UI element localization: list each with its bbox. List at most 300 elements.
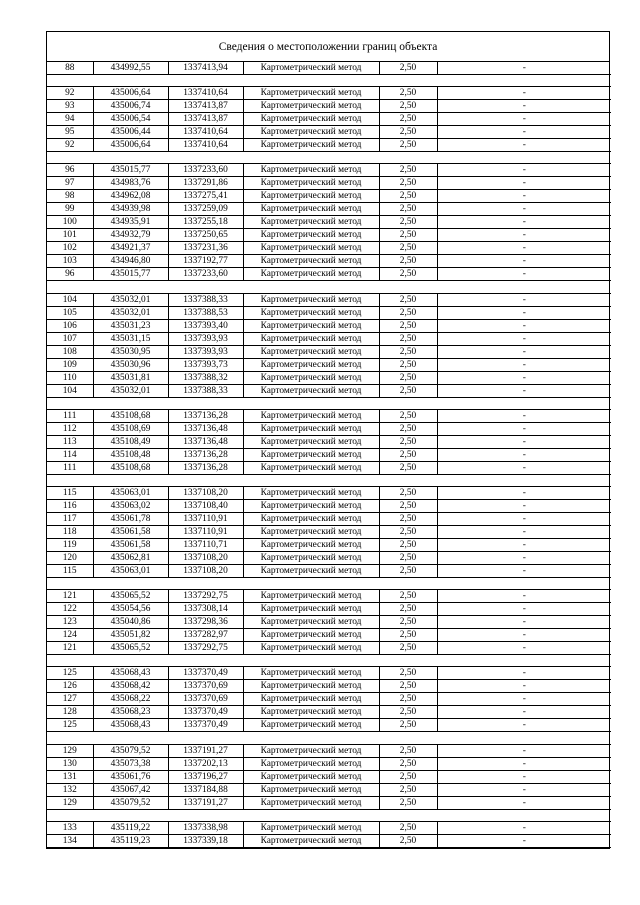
y-coordinate-cell: 1337339,18	[168, 834, 243, 847]
table-row	[47, 680, 611, 693]
table-row	[47, 113, 611, 126]
table-row	[47, 512, 611, 525]
description-cell: -	[437, 216, 611, 229]
description-cell: -	[437, 551, 611, 564]
method-cell: Картометрический метод	[243, 293, 379, 306]
accuracy-cell: 2,50	[379, 719, 437, 732]
x-coordinate-cell: 435051,82	[93, 629, 168, 642]
y-coordinate-cell: 1337184,88	[168, 783, 243, 796]
method-cell: Картометрический метод	[243, 164, 379, 177]
separator-cell	[47, 75, 611, 87]
method-cell: Картометрический метод	[243, 332, 379, 345]
point-number-cell: 131	[47, 770, 93, 783]
accuracy-cell: 2,50	[379, 590, 437, 603]
y-coordinate-cell: 1337410,64	[168, 139, 243, 152]
accuracy-cell: 2,50	[379, 293, 437, 306]
y-coordinate-cell: 1337233,60	[168, 164, 243, 177]
table-row	[47, 242, 611, 255]
method-cell: Картометрический метод	[243, 719, 379, 732]
x-coordinate-cell: 435063,01	[93, 486, 168, 499]
description-cell: -	[437, 796, 611, 809]
description-cell: -	[437, 744, 611, 757]
y-coordinate-cell: 1337136,28	[168, 448, 243, 461]
x-coordinate-cell: 435063,01	[93, 564, 168, 577]
y-coordinate-cell: 1337298,36	[168, 616, 243, 629]
point-number-cell: 103	[47, 255, 93, 268]
y-coordinate-cell: 1337370,49	[168, 667, 243, 680]
description-cell: -	[437, 332, 611, 345]
accuracy-cell: 2,50	[379, 62, 437, 75]
point-number-cell: 96	[47, 268, 93, 281]
point-number-cell: 133	[47, 821, 93, 834]
point-number-cell: 125	[47, 667, 93, 680]
table-row	[47, 486, 611, 499]
method-cell: Картометрический метод	[243, 87, 379, 100]
accuracy-cell: 2,50	[379, 139, 437, 152]
point-number-cell: 99	[47, 203, 93, 216]
accuracy-cell: 2,50	[379, 551, 437, 564]
separator-cell	[47, 732, 611, 744]
table-row	[47, 422, 611, 435]
x-coordinate-cell: 435032,01	[93, 306, 168, 319]
method-cell: Картометрический метод	[243, 268, 379, 281]
point-number-cell: 106	[47, 319, 93, 332]
accuracy-cell: 2,50	[379, 190, 437, 203]
accuracy-cell: 2,50	[379, 680, 437, 693]
method-cell: Картометрический метод	[243, 680, 379, 693]
separator-cell	[47, 397, 611, 409]
y-coordinate-cell: 1337231,36	[168, 242, 243, 255]
method-cell: Картометрический метод	[243, 177, 379, 190]
accuracy-cell: 2,50	[379, 667, 437, 680]
x-coordinate-cell: 435015,77	[93, 268, 168, 281]
y-coordinate-cell: 1337202,13	[168, 757, 243, 770]
table-row	[47, 164, 611, 177]
coordinates-table	[47, 62, 611, 848]
description-cell: -	[437, 190, 611, 203]
x-coordinate-cell: 435006,64	[93, 87, 168, 100]
x-coordinate-cell: 435108,69	[93, 422, 168, 435]
table-row	[47, 87, 611, 100]
description-cell: -	[437, 358, 611, 371]
accuracy-cell: 2,50	[379, 512, 437, 525]
method-cell: Картометрический метод	[243, 409, 379, 422]
accuracy-cell: 2,50	[379, 306, 437, 319]
accuracy-cell: 2,50	[379, 821, 437, 834]
description-cell: -	[437, 512, 611, 525]
table-row	[47, 203, 611, 216]
point-number-cell: 101	[47, 229, 93, 242]
description-cell: -	[437, 757, 611, 770]
accuracy-cell: 2,50	[379, 345, 437, 358]
x-coordinate-cell: 435067,42	[93, 783, 168, 796]
x-coordinate-cell: 434946,80	[93, 255, 168, 268]
x-coordinate-cell: 435068,42	[93, 680, 168, 693]
table-row	[47, 216, 611, 229]
x-coordinate-cell: 435108,68	[93, 461, 168, 474]
point-number-cell: 108	[47, 345, 93, 358]
method-cell: Картометрический метод	[243, 384, 379, 397]
accuracy-cell: 2,50	[379, 770, 437, 783]
method-cell: Картометрический метод	[243, 242, 379, 255]
y-coordinate-cell: 1337108,20	[168, 551, 243, 564]
x-coordinate-cell: 435065,52	[93, 642, 168, 655]
accuracy-cell: 2,50	[379, 525, 437, 538]
method-cell: Картометрический метод	[243, 203, 379, 216]
point-number-cell: 117	[47, 512, 93, 525]
point-number-cell: 95	[47, 126, 93, 139]
description-cell: -	[437, 371, 611, 384]
point-number-cell: 97	[47, 177, 93, 190]
x-coordinate-cell: 434939,98	[93, 203, 168, 216]
separator-cell	[47, 152, 611, 164]
table-row	[47, 796, 611, 809]
description-cell: -	[437, 268, 611, 281]
point-number-cell: 129	[47, 796, 93, 809]
table-row	[47, 693, 611, 706]
method-cell: Картометрический метод	[243, 551, 379, 564]
description-cell: -	[437, 242, 611, 255]
y-coordinate-cell: 1337291,86	[168, 177, 243, 190]
y-coordinate-cell: 1337370,69	[168, 680, 243, 693]
method-cell: Картометрический метод	[243, 796, 379, 809]
group-separator-row	[47, 474, 611, 486]
description-cell: -	[437, 435, 611, 448]
table-row	[47, 834, 611, 847]
x-coordinate-cell: 435006,44	[93, 126, 168, 139]
y-coordinate-cell: 1337233,60	[168, 268, 243, 281]
accuracy-cell: 2,50	[379, 255, 437, 268]
table-row	[47, 371, 611, 384]
point-number-cell: 121	[47, 590, 93, 603]
method-cell: Картометрический метод	[243, 770, 379, 783]
accuracy-cell: 2,50	[379, 796, 437, 809]
point-number-cell: 100	[47, 216, 93, 229]
table-row	[47, 770, 611, 783]
description-cell: -	[437, 629, 611, 642]
y-coordinate-cell: 1337136,48	[168, 435, 243, 448]
point-number-cell: 88	[47, 62, 93, 75]
y-coordinate-cell: 1337250,65	[168, 229, 243, 242]
accuracy-cell: 2,50	[379, 616, 437, 629]
method-cell: Картометрический метод	[243, 139, 379, 152]
accuracy-cell: 2,50	[379, 564, 437, 577]
group-separator-row	[47, 152, 611, 164]
x-coordinate-cell: 435030,95	[93, 345, 168, 358]
description-cell: -	[437, 706, 611, 719]
x-coordinate-cell: 435079,52	[93, 796, 168, 809]
group-separator-row	[47, 655, 611, 667]
accuracy-cell: 2,50	[379, 229, 437, 242]
description-cell: -	[437, 409, 611, 422]
table-row	[47, 384, 611, 397]
x-coordinate-cell: 435108,49	[93, 435, 168, 448]
accuracy-cell: 2,50	[379, 499, 437, 512]
x-coordinate-cell: 435108,68	[93, 409, 168, 422]
description-cell: -	[437, 525, 611, 538]
table-row	[47, 139, 611, 152]
method-cell: Картометрический метод	[243, 319, 379, 332]
point-number-cell: 113	[47, 435, 93, 448]
y-coordinate-cell: 1337413,87	[168, 100, 243, 113]
table-row	[47, 590, 611, 603]
table-row	[47, 564, 611, 577]
x-coordinate-cell: 434932,79	[93, 229, 168, 242]
description-cell: -	[437, 616, 611, 629]
point-number-cell: 116	[47, 499, 93, 512]
y-coordinate-cell: 1337338,98	[168, 821, 243, 834]
accuracy-cell: 2,50	[379, 744, 437, 757]
y-coordinate-cell: 1337410,64	[168, 87, 243, 100]
method-cell: Картометрический метод	[243, 229, 379, 242]
method-cell: Картометрический метод	[243, 345, 379, 358]
y-coordinate-cell: 1337292,75	[168, 642, 243, 655]
description-cell: -	[437, 783, 611, 796]
description-cell: -	[437, 448, 611, 461]
table-row	[47, 616, 611, 629]
description-cell: -	[437, 603, 611, 616]
accuracy-cell: 2,50	[379, 706, 437, 719]
description-cell: -	[437, 461, 611, 474]
description-cell: -	[437, 87, 611, 100]
y-coordinate-cell: 1337370,49	[168, 706, 243, 719]
point-number-cell: 105	[47, 306, 93, 319]
method-cell: Картометрический метод	[243, 358, 379, 371]
accuracy-cell: 2,50	[379, 268, 437, 281]
accuracy-cell: 2,50	[379, 177, 437, 190]
method-cell: Картометрический метод	[243, 422, 379, 435]
point-number-cell: 125	[47, 719, 93, 732]
y-coordinate-cell: 1337275,41	[168, 190, 243, 203]
x-coordinate-cell: 434921,37	[93, 242, 168, 255]
description-cell: -	[437, 770, 611, 783]
point-number-cell: 121	[47, 642, 93, 655]
table-row	[47, 126, 611, 139]
x-coordinate-cell: 434983,76	[93, 177, 168, 190]
accuracy-cell: 2,50	[379, 126, 437, 139]
x-coordinate-cell: 435040,86	[93, 616, 168, 629]
accuracy-cell: 2,50	[379, 783, 437, 796]
accuracy-cell: 2,50	[379, 384, 437, 397]
y-coordinate-cell: 1337388,53	[168, 306, 243, 319]
method-cell: Картометрический метод	[243, 306, 379, 319]
table-row	[47, 62, 611, 75]
description-cell: -	[437, 834, 611, 847]
accuracy-cell: 2,50	[379, 486, 437, 499]
y-coordinate-cell: 1337136,28	[168, 461, 243, 474]
y-coordinate-cell: 1337136,28	[168, 409, 243, 422]
y-coordinate-cell: 1337110,71	[168, 538, 243, 551]
x-coordinate-cell: 435015,77	[93, 164, 168, 177]
x-coordinate-cell: 435032,01	[93, 384, 168, 397]
accuracy-cell: 2,50	[379, 100, 437, 113]
accuracy-cell: 2,50	[379, 242, 437, 255]
accuracy-cell: 2,50	[379, 435, 437, 448]
point-number-cell: 120	[47, 551, 93, 564]
accuracy-cell: 2,50	[379, 629, 437, 642]
x-coordinate-cell: 435031,15	[93, 332, 168, 345]
separator-cell	[47, 281, 611, 293]
table-row	[47, 757, 611, 770]
table-row	[47, 744, 611, 757]
description-cell: -	[437, 422, 611, 435]
description-cell: -	[437, 306, 611, 319]
x-coordinate-cell: 435054,56	[93, 603, 168, 616]
y-coordinate-cell: 1337410,64	[168, 126, 243, 139]
point-number-cell: 128	[47, 706, 93, 719]
table-row	[47, 461, 611, 474]
accuracy-cell: 2,50	[379, 113, 437, 126]
method-cell: Картометрический метод	[243, 461, 379, 474]
table-row	[47, 642, 611, 655]
y-coordinate-cell: 1337308,14	[168, 603, 243, 616]
point-number-cell: 110	[47, 371, 93, 384]
y-coordinate-cell: 1337393,93	[168, 332, 243, 345]
table-row	[47, 409, 611, 422]
method-cell: Картометрический метод	[243, 126, 379, 139]
table-row	[47, 319, 611, 332]
description-cell: -	[437, 126, 611, 139]
group-separator-row	[47, 75, 611, 87]
method-cell: Картометрический метод	[243, 564, 379, 577]
method-cell: Картометрический метод	[243, 706, 379, 719]
y-coordinate-cell: 1337108,40	[168, 499, 243, 512]
method-cell: Картометрический метод	[243, 255, 379, 268]
method-cell: Картометрический метод	[243, 590, 379, 603]
table-row	[47, 345, 611, 358]
accuracy-cell: 2,50	[379, 319, 437, 332]
table-row	[47, 332, 611, 345]
accuracy-cell: 2,50	[379, 422, 437, 435]
description-cell: -	[437, 62, 611, 75]
point-number-cell: 98	[47, 190, 93, 203]
x-coordinate-cell: 435068,22	[93, 693, 168, 706]
description-cell: -	[437, 100, 611, 113]
table-row	[47, 229, 611, 242]
x-coordinate-cell: 435063,02	[93, 499, 168, 512]
table-row	[47, 255, 611, 268]
x-coordinate-cell: 435061,58	[93, 525, 168, 538]
table-row	[47, 629, 611, 642]
y-coordinate-cell: 1337413,94	[168, 62, 243, 75]
description-cell: -	[437, 164, 611, 177]
accuracy-cell: 2,50	[379, 603, 437, 616]
table-row	[47, 551, 611, 564]
description-cell: -	[437, 564, 611, 577]
description-cell: -	[437, 139, 611, 152]
y-coordinate-cell: 1337108,20	[168, 564, 243, 577]
description-cell: -	[437, 345, 611, 358]
description-cell: -	[437, 719, 611, 732]
point-number-cell: 124	[47, 629, 93, 642]
separator-cell	[47, 474, 611, 486]
group-separator-row	[47, 281, 611, 293]
description-cell: -	[437, 229, 611, 242]
x-coordinate-cell: 435061,78	[93, 512, 168, 525]
description-cell: -	[437, 680, 611, 693]
x-coordinate-cell: 435068,23	[93, 706, 168, 719]
point-number-cell: 107	[47, 332, 93, 345]
y-coordinate-cell: 1337191,27	[168, 796, 243, 809]
accuracy-cell: 2,50	[379, 332, 437, 345]
description-cell: -	[437, 667, 611, 680]
description-cell: -	[437, 499, 611, 512]
table-row	[47, 667, 611, 680]
method-cell: Картометрический метод	[243, 525, 379, 538]
accuracy-cell: 2,50	[379, 538, 437, 551]
point-number-cell: 130	[47, 757, 93, 770]
method-cell: Картометрический метод	[243, 512, 379, 525]
y-coordinate-cell: 1337393,73	[168, 358, 243, 371]
accuracy-cell: 2,50	[379, 358, 437, 371]
description-cell: -	[437, 384, 611, 397]
point-number-cell: 109	[47, 358, 93, 371]
point-number-cell: 114	[47, 448, 93, 461]
point-number-cell: 115	[47, 486, 93, 499]
method-cell: Картометрический метод	[243, 371, 379, 384]
point-number-cell: 129	[47, 744, 93, 757]
method-cell: Картометрический метод	[243, 821, 379, 834]
point-number-cell: 93	[47, 100, 93, 113]
method-cell: Картометрический метод	[243, 62, 379, 75]
point-number-cell: 92	[47, 139, 93, 152]
x-coordinate-cell: 435062,81	[93, 551, 168, 564]
x-coordinate-cell: 435030,96	[93, 358, 168, 371]
x-coordinate-cell: 435006,74	[93, 100, 168, 113]
accuracy-cell: 2,50	[379, 834, 437, 847]
table-row	[47, 177, 611, 190]
x-coordinate-cell: 434962,08	[93, 190, 168, 203]
table-row	[47, 783, 611, 796]
method-cell: Картометрический метод	[243, 448, 379, 461]
accuracy-cell: 2,50	[379, 461, 437, 474]
x-coordinate-cell: 434935,91	[93, 216, 168, 229]
method-cell: Картометрический метод	[243, 435, 379, 448]
y-coordinate-cell: 1337370,49	[168, 719, 243, 732]
x-coordinate-cell: 435061,58	[93, 538, 168, 551]
accuracy-cell: 2,50	[379, 216, 437, 229]
accuracy-cell: 2,50	[379, 164, 437, 177]
x-coordinate-cell: 435006,64	[93, 139, 168, 152]
group-separator-row	[47, 732, 611, 744]
x-coordinate-cell: 435032,01	[93, 293, 168, 306]
table-row	[47, 100, 611, 113]
method-cell: Картометрический метод	[243, 603, 379, 616]
group-separator-row	[47, 577, 611, 589]
x-coordinate-cell: 435068,43	[93, 667, 168, 680]
point-number-cell: 96	[47, 164, 93, 177]
point-number-cell: 127	[47, 693, 93, 706]
accuracy-cell: 2,50	[379, 87, 437, 100]
x-coordinate-cell: 435006,54	[93, 113, 168, 126]
x-coordinate-cell: 435065,52	[93, 590, 168, 603]
method-cell: Картометрический метод	[243, 190, 379, 203]
method-cell: Картометрический метод	[243, 667, 379, 680]
accuracy-cell: 2,50	[379, 642, 437, 655]
y-coordinate-cell: 1337393,93	[168, 345, 243, 358]
point-number-cell: 119	[47, 538, 93, 551]
point-number-cell: 102	[47, 242, 93, 255]
point-number-cell: 92	[47, 87, 93, 100]
table-row	[47, 268, 611, 281]
y-coordinate-cell: 1337108,20	[168, 486, 243, 499]
x-coordinate-cell: 435079,52	[93, 744, 168, 757]
description-cell: -	[437, 293, 611, 306]
point-number-cell: 118	[47, 525, 93, 538]
page-title: Сведения о местоположении границ объекта	[47, 32, 609, 62]
point-number-cell: 94	[47, 113, 93, 126]
method-cell: Картометрический метод	[243, 783, 379, 796]
